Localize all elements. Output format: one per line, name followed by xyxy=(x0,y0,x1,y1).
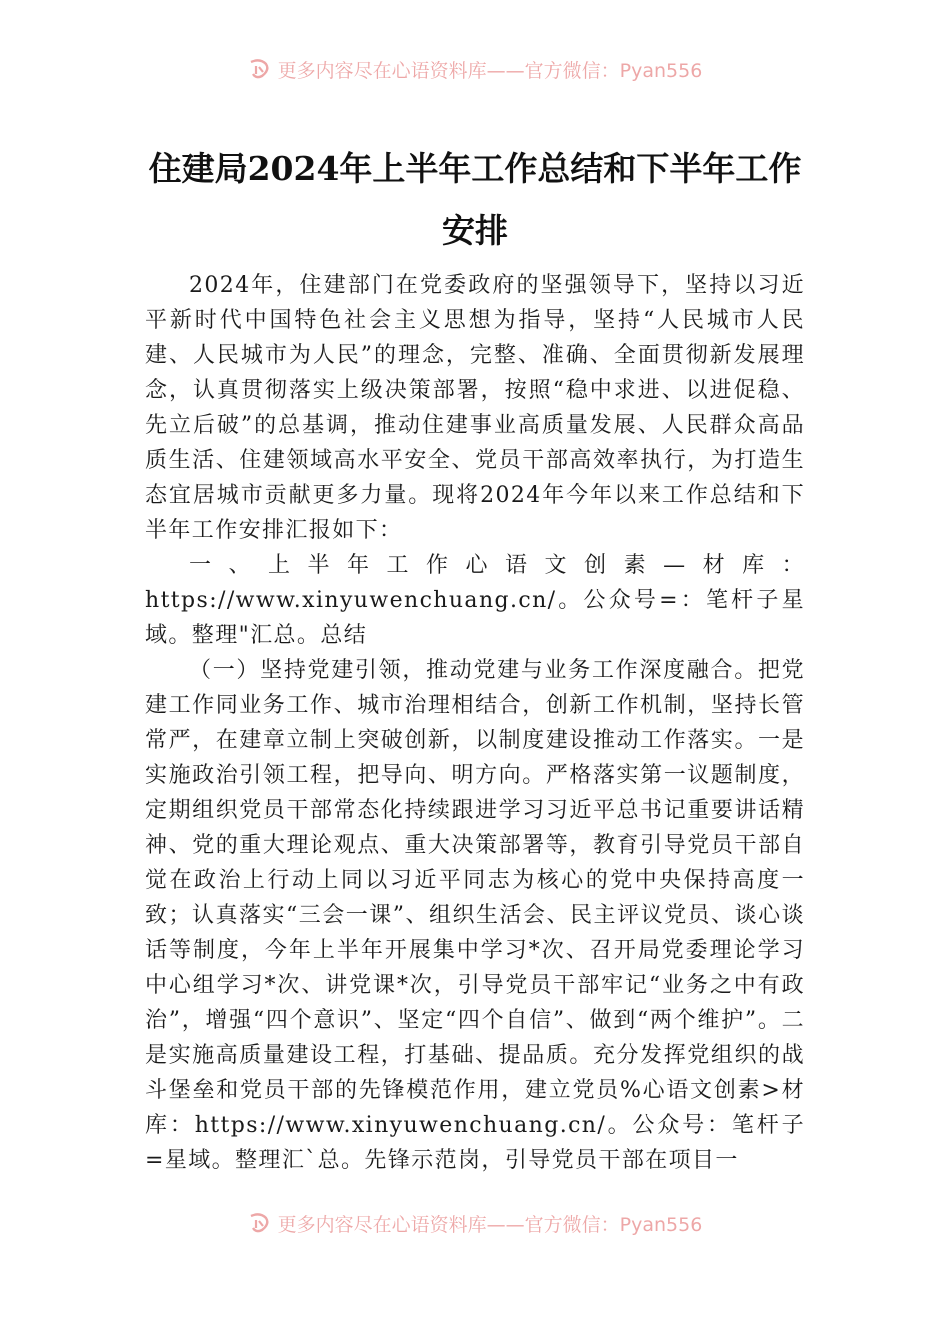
paragraph-section-heading: 一、上半年工作心语文创素—材库：https://www.xinyuwenchuang.cn/。公众号=：笔杆子星域。整理"汇总。总结 xyxy=(145,553,805,648)
watermark-bottom xyxy=(0,1208,950,1238)
document-title: 住建局2024年上半年工作总结和下半年工作安排 xyxy=(148,149,802,250)
watermark-logo-icon xyxy=(248,58,272,80)
watermark-text: 更多内容尽在心语资料库——官方微信：Pyan556 xyxy=(277,59,703,82)
watermark-logo-icon xyxy=(248,1212,272,1234)
watermark-text: 更多内容尽在心语资料库——官方微信：Pyan556 xyxy=(277,1213,703,1236)
paragraph-intro: 2024年，住建部门在党委政府的坚强领导下，坚持以习近平新时代中国特色社会主义思想为指导，坚持“人民城市人民建、人民城市为人民”的理念，完整、准确、全面贯彻新发展理念，认真贯彻落实上级决策部署，按照“稳中求进、以进促稳、先立后破”的总基调，推动住建事业高质量发展、人民群众高品质生活、住建领域高水平安全、党员干部高效率执行，为打造生态宜居城市贡献更多力量。现将2024年今年以来工作总结和下半年工作安排汇报如下： xyxy=(145,273,805,543)
watermark-top xyxy=(0,54,950,84)
paragraph-party-building: （一）坚持党建引领，推动党建与业务工作深度融合。把党建工作同业务工作、城市治理相结合，创新工作机制，坚持长管常严，在建章立制上突破创新，以制度建设推动工作落实。一是实施政治引领工程，把导向、明方向。严格落实第一议题制度，定期组织党员干部常态化持续跟进学习习近平总书记重要讲话精神、党的重大理论观点、重大决策部署等，教育引导党员干部自觉在政治上行动上同以习近平同志为核心的党中央保持高度一致；认真落实“三会一课”、组织生活会、民主评议党员、谈心谈话等制度，今年上半年开展集中学习*次、召开局党委理论学习中心组学习*次、讲党课*次，引导党员干部牢记“业务之中有政治”，增强“四个意识”、坚定“四个自信”、做到“两个维护”。二是实施高质量建设工程，打基础、提品质。充分发挥党组织的战斗堡垒和党员干部的先锋模范作用，建立党员%心语文创素>材库：https://www.xinyuwenchuang.cn/。公众号：笔杆子=星域。整理汇`总。先锋示范岗，引导党员干部在项目一 xyxy=(145,658,805,1173)
document-body xyxy=(145,268,805,1178)
